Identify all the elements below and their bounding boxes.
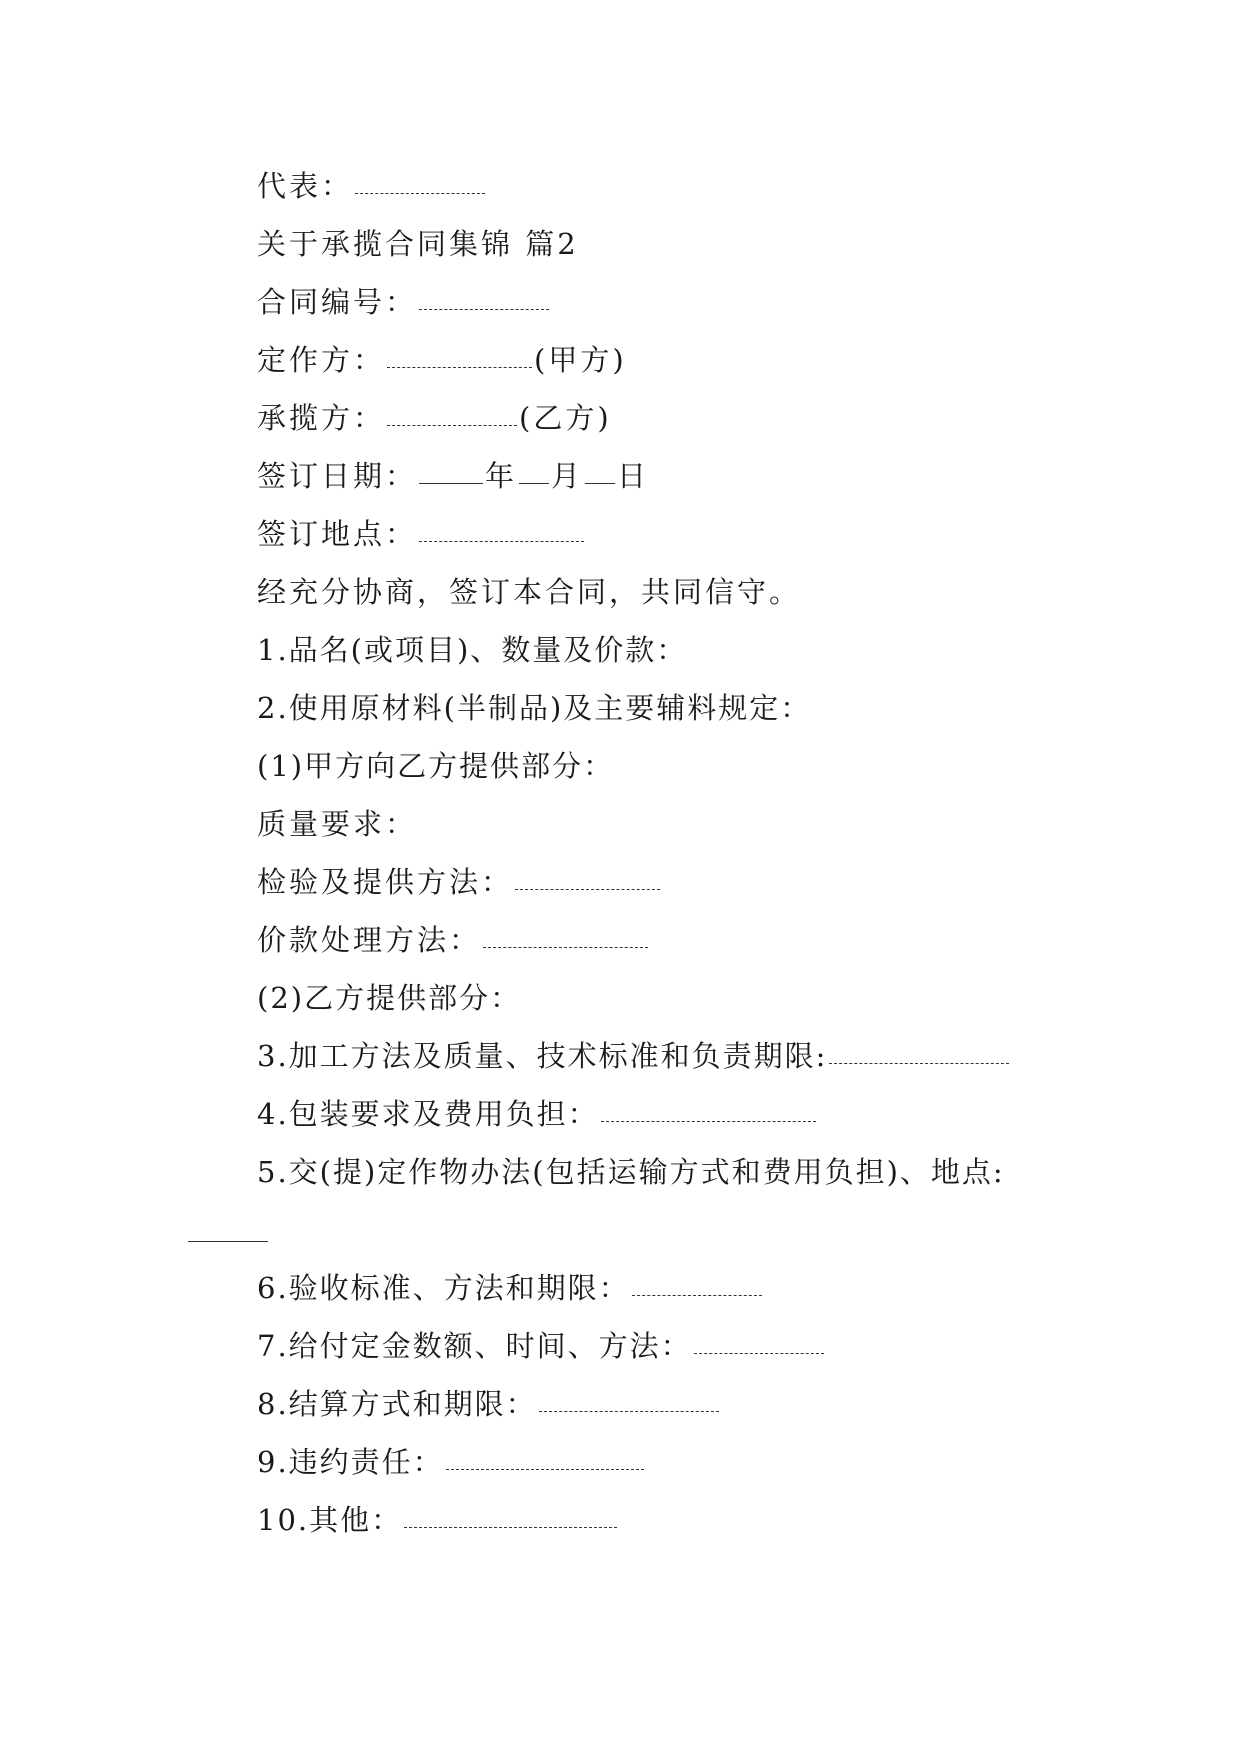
clause-5 xyxy=(257,1152,1005,1192)
month-blank xyxy=(519,483,549,484)
clause-3-blank xyxy=(829,1063,1009,1064)
sign-place-label: 签订地点： xyxy=(257,517,418,551)
payment-handling-blank xyxy=(483,947,648,948)
inspection-method-blank xyxy=(515,889,660,890)
year-label: 年 xyxy=(485,459,518,493)
sign-place-blank xyxy=(419,541,584,542)
clause-2-1 xyxy=(257,746,614,786)
contract-number-label: 合同编号： xyxy=(257,285,418,319)
clause-2-2 xyxy=(257,978,521,1018)
inspection-method-line xyxy=(257,862,662,902)
clause-8 xyxy=(257,1384,721,1424)
contract-number-line xyxy=(257,282,551,322)
preamble-line xyxy=(257,572,801,612)
clause-4-blank xyxy=(601,1121,816,1122)
quality-requirement-text: 质量要求： xyxy=(257,807,418,841)
clause-9 xyxy=(257,1442,646,1482)
representative-blank xyxy=(355,193,485,194)
inspection-method-label: 检验及提供方法： xyxy=(257,865,514,899)
representative-label: 代表： xyxy=(257,169,354,203)
clause-10 xyxy=(257,1500,619,1540)
contractor-line xyxy=(257,398,612,438)
contractor-label: 承揽方： xyxy=(257,401,386,435)
clause-3-label: 3.加工方法及质量、技术标准和负责期限: xyxy=(257,1039,828,1073)
clause-7-blank xyxy=(694,1353,824,1354)
orderer-line xyxy=(257,340,627,380)
clause-5-blank xyxy=(188,1241,268,1242)
preamble-text: 经充分协商，签订本合同，共同信守。 xyxy=(257,575,802,609)
clause-6-label: 6.验收标准、方法和期限： xyxy=(257,1271,630,1305)
section-heading-text: 关于承揽合同集锦 篇2 xyxy=(257,227,579,261)
orderer-blank xyxy=(387,367,532,368)
clause-7 xyxy=(257,1326,826,1366)
payment-handling-line xyxy=(257,920,650,960)
quality-requirement-line xyxy=(257,804,417,844)
clause-2-2-text: (2)乙方提供部分： xyxy=(257,981,522,1015)
representative-line xyxy=(257,166,487,206)
contract-number-blank xyxy=(419,309,549,310)
clause-1 xyxy=(257,630,687,670)
day-label: 日 xyxy=(617,459,650,493)
clause-2-1-text: (1)甲方向乙方提供部分： xyxy=(257,749,615,783)
clause-7-label: 7.给付定金数额、时间、方法： xyxy=(257,1329,692,1363)
clause-9-label: 9.违约责任： xyxy=(257,1445,444,1479)
clause-1-text: 1.品名(或项目)、数量及价款： xyxy=(257,633,688,667)
clause-4-label: 4.包装要求及费用负担： xyxy=(257,1097,599,1131)
month-label: 月 xyxy=(551,459,584,493)
clause-6 xyxy=(257,1268,764,1308)
sign-date-line xyxy=(257,456,649,496)
clause-10-label: 10.其他： xyxy=(257,1503,403,1537)
contractor-suffix: (乙方) xyxy=(519,401,612,435)
clause-8-blank xyxy=(539,1411,719,1412)
clause-9-blank xyxy=(446,1469,644,1470)
orderer-suffix: (甲方) xyxy=(534,343,627,377)
clause-5-label: 5.交(提)定作物办法(包括运输方式和费用负担)、地点: xyxy=(257,1155,1005,1189)
payment-handling-label: 价款处理方法： xyxy=(257,923,482,957)
sign-place-line xyxy=(257,514,586,554)
orderer-label: 定作方： xyxy=(257,343,386,377)
clause-3 xyxy=(257,1036,1011,1076)
clause-2-text: 2.使用原材料(半制品)及主要辅料规定： xyxy=(257,691,812,725)
clause-10-blank xyxy=(404,1527,617,1528)
clause-2 xyxy=(257,688,811,728)
clause-8-label: 8.结算方式和期限： xyxy=(257,1387,537,1421)
sign-date-label: 签订日期： xyxy=(257,459,418,493)
clause-6-blank xyxy=(632,1295,762,1296)
year-blank xyxy=(419,483,483,484)
contractor-blank xyxy=(387,425,517,426)
section-heading xyxy=(257,224,579,264)
day-blank xyxy=(585,483,615,484)
clause-4 xyxy=(257,1094,818,1134)
